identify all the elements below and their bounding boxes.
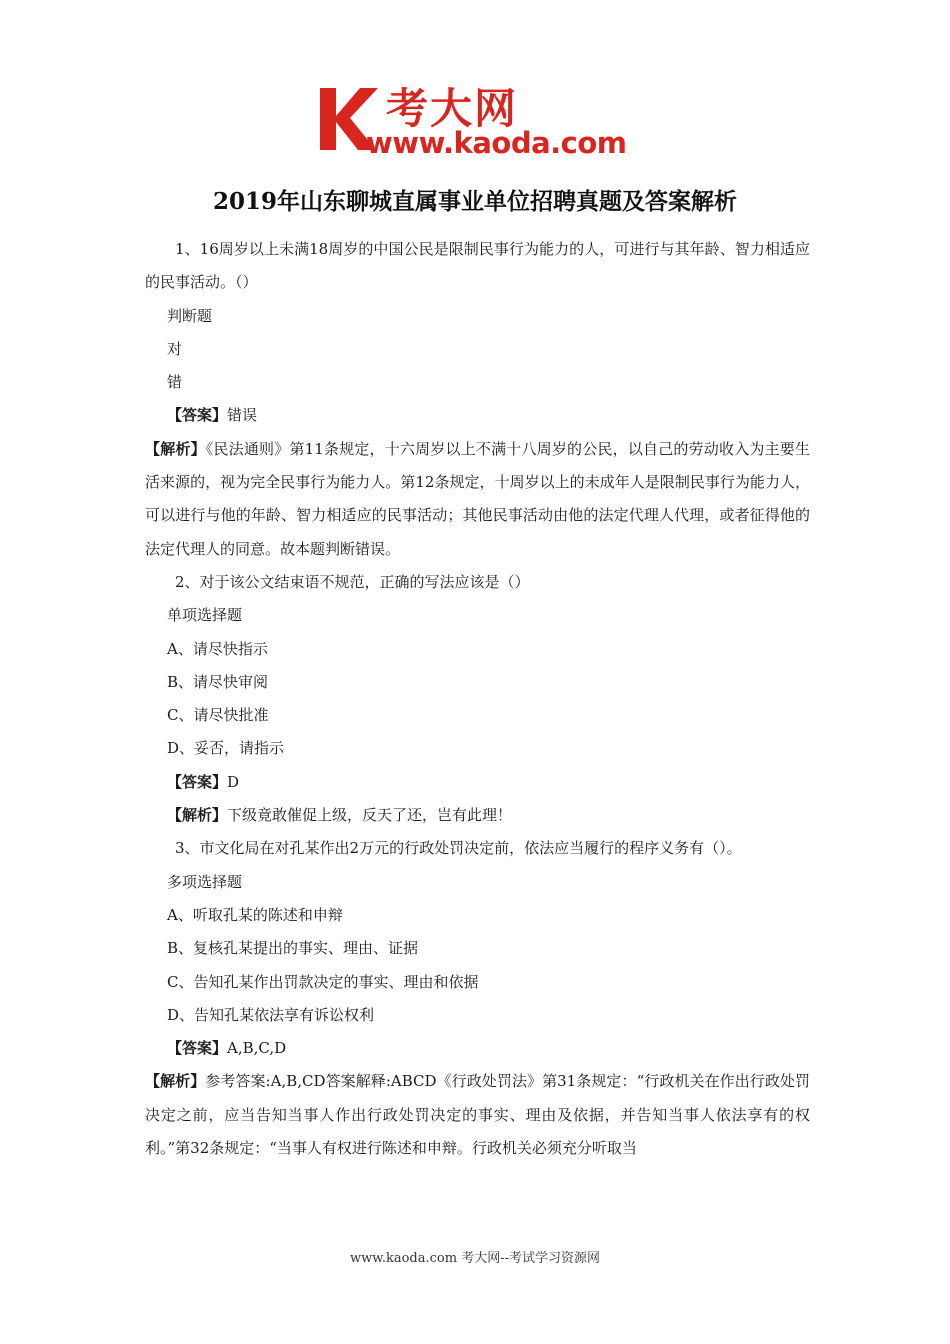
logo-url-text: www.kaoda.com [366,126,627,160]
question-option: C、请尽快批准 [167,706,269,725]
kaoda-logo [316,80,638,160]
question-stem: 3、市文化局在对孔某作出2万元的行政处罚决定前，依法应当履行的程序义务有（）。 [175,839,742,858]
analysis-text: 《民法通则》第11条规定，十六周岁以上不满十八周岁的公民，以自己的劳动收入为主要生活来源的，视为完全民事行为能力人。第12条规定，十周岁以上的未成年人是限制民事行为能力人，可以进行与他的年龄、智力相适应的民事活动；其他民事活动由他的法定代理人代理，或者征得他的法定代理人的同意。故本题判断错误。 [145,439,810,558]
page-title: 2019年山东聊城直属事业单位招聘真题及答案解析 [212,188,737,215]
question-option: 对 [167,339,183,358]
logo-chinese-text: 考大网 [386,84,519,133]
analysis-label: 【解析】 [145,439,206,458]
answer-label: 【答案】 [167,1039,228,1058]
answer-line [145,399,810,432]
question-stem: 2、对于该公文结束语不规范，正确的写法应该是（） [175,572,530,591]
question-option: D、妥否，请指示 [167,739,285,758]
question-option: C、告知孔某作出罚款决定的事实、理由和依据 [167,972,479,991]
question-stem: 1、16周岁以上未满18周岁的中国公民是限制民事行为能力的人，可进行与其年龄、智力相适应的民事活动。（） [145,240,810,292]
answer-line [145,1032,810,1065]
answer-value: D [227,772,240,791]
analysis-line [145,1065,810,1165]
answer-value: 错误 [227,406,258,425]
question-option: A、听取孔某的陈述和申辩 [167,905,343,924]
question-option: A、请尽快指示 [167,639,268,658]
analysis-line [145,433,810,566]
document-body [145,233,810,1165]
analysis-text: 下级竟敢催促上级，反天了还，岂有此理！ [227,806,513,825]
analysis-label: 【解析】 [145,1072,206,1091]
answer-label: 【答案】 [167,406,228,425]
question-type: 判断题 [167,306,213,325]
page-footer: www.kaoda.com 考大网--考试学习资源网 [350,1251,600,1266]
answer-value: A,B,C,D [227,1039,287,1058]
question-option: B、复核孔某提出的事实、理由、证据 [167,939,419,958]
analysis-line [145,799,810,832]
question-option: B、请尽快审阅 [167,672,269,691]
question-option: D、告知孔某依法享有诉讼权利 [167,1005,375,1024]
analysis-text: 参考答案:A,B,CD答案解释:ABCD《行政处罚法》第31条规定：“行政机关在作出行政处罚决定之前，应当告知当事人作出行政处罚决定的事实、理由及依据，并告知当事人依法享有的权利。”第32条规定：“当事人有权进行陈述和申辩。行政机关必须充分听取当 [145,1072,810,1158]
answer-label: 【答案】 [167,772,228,791]
answer-line [145,766,810,799]
analysis-label: 【解析】 [167,806,228,825]
question-option: 错 [167,373,183,392]
question-type: 多项选择题 [167,872,243,891]
question-type: 单项选择题 [167,606,243,625]
